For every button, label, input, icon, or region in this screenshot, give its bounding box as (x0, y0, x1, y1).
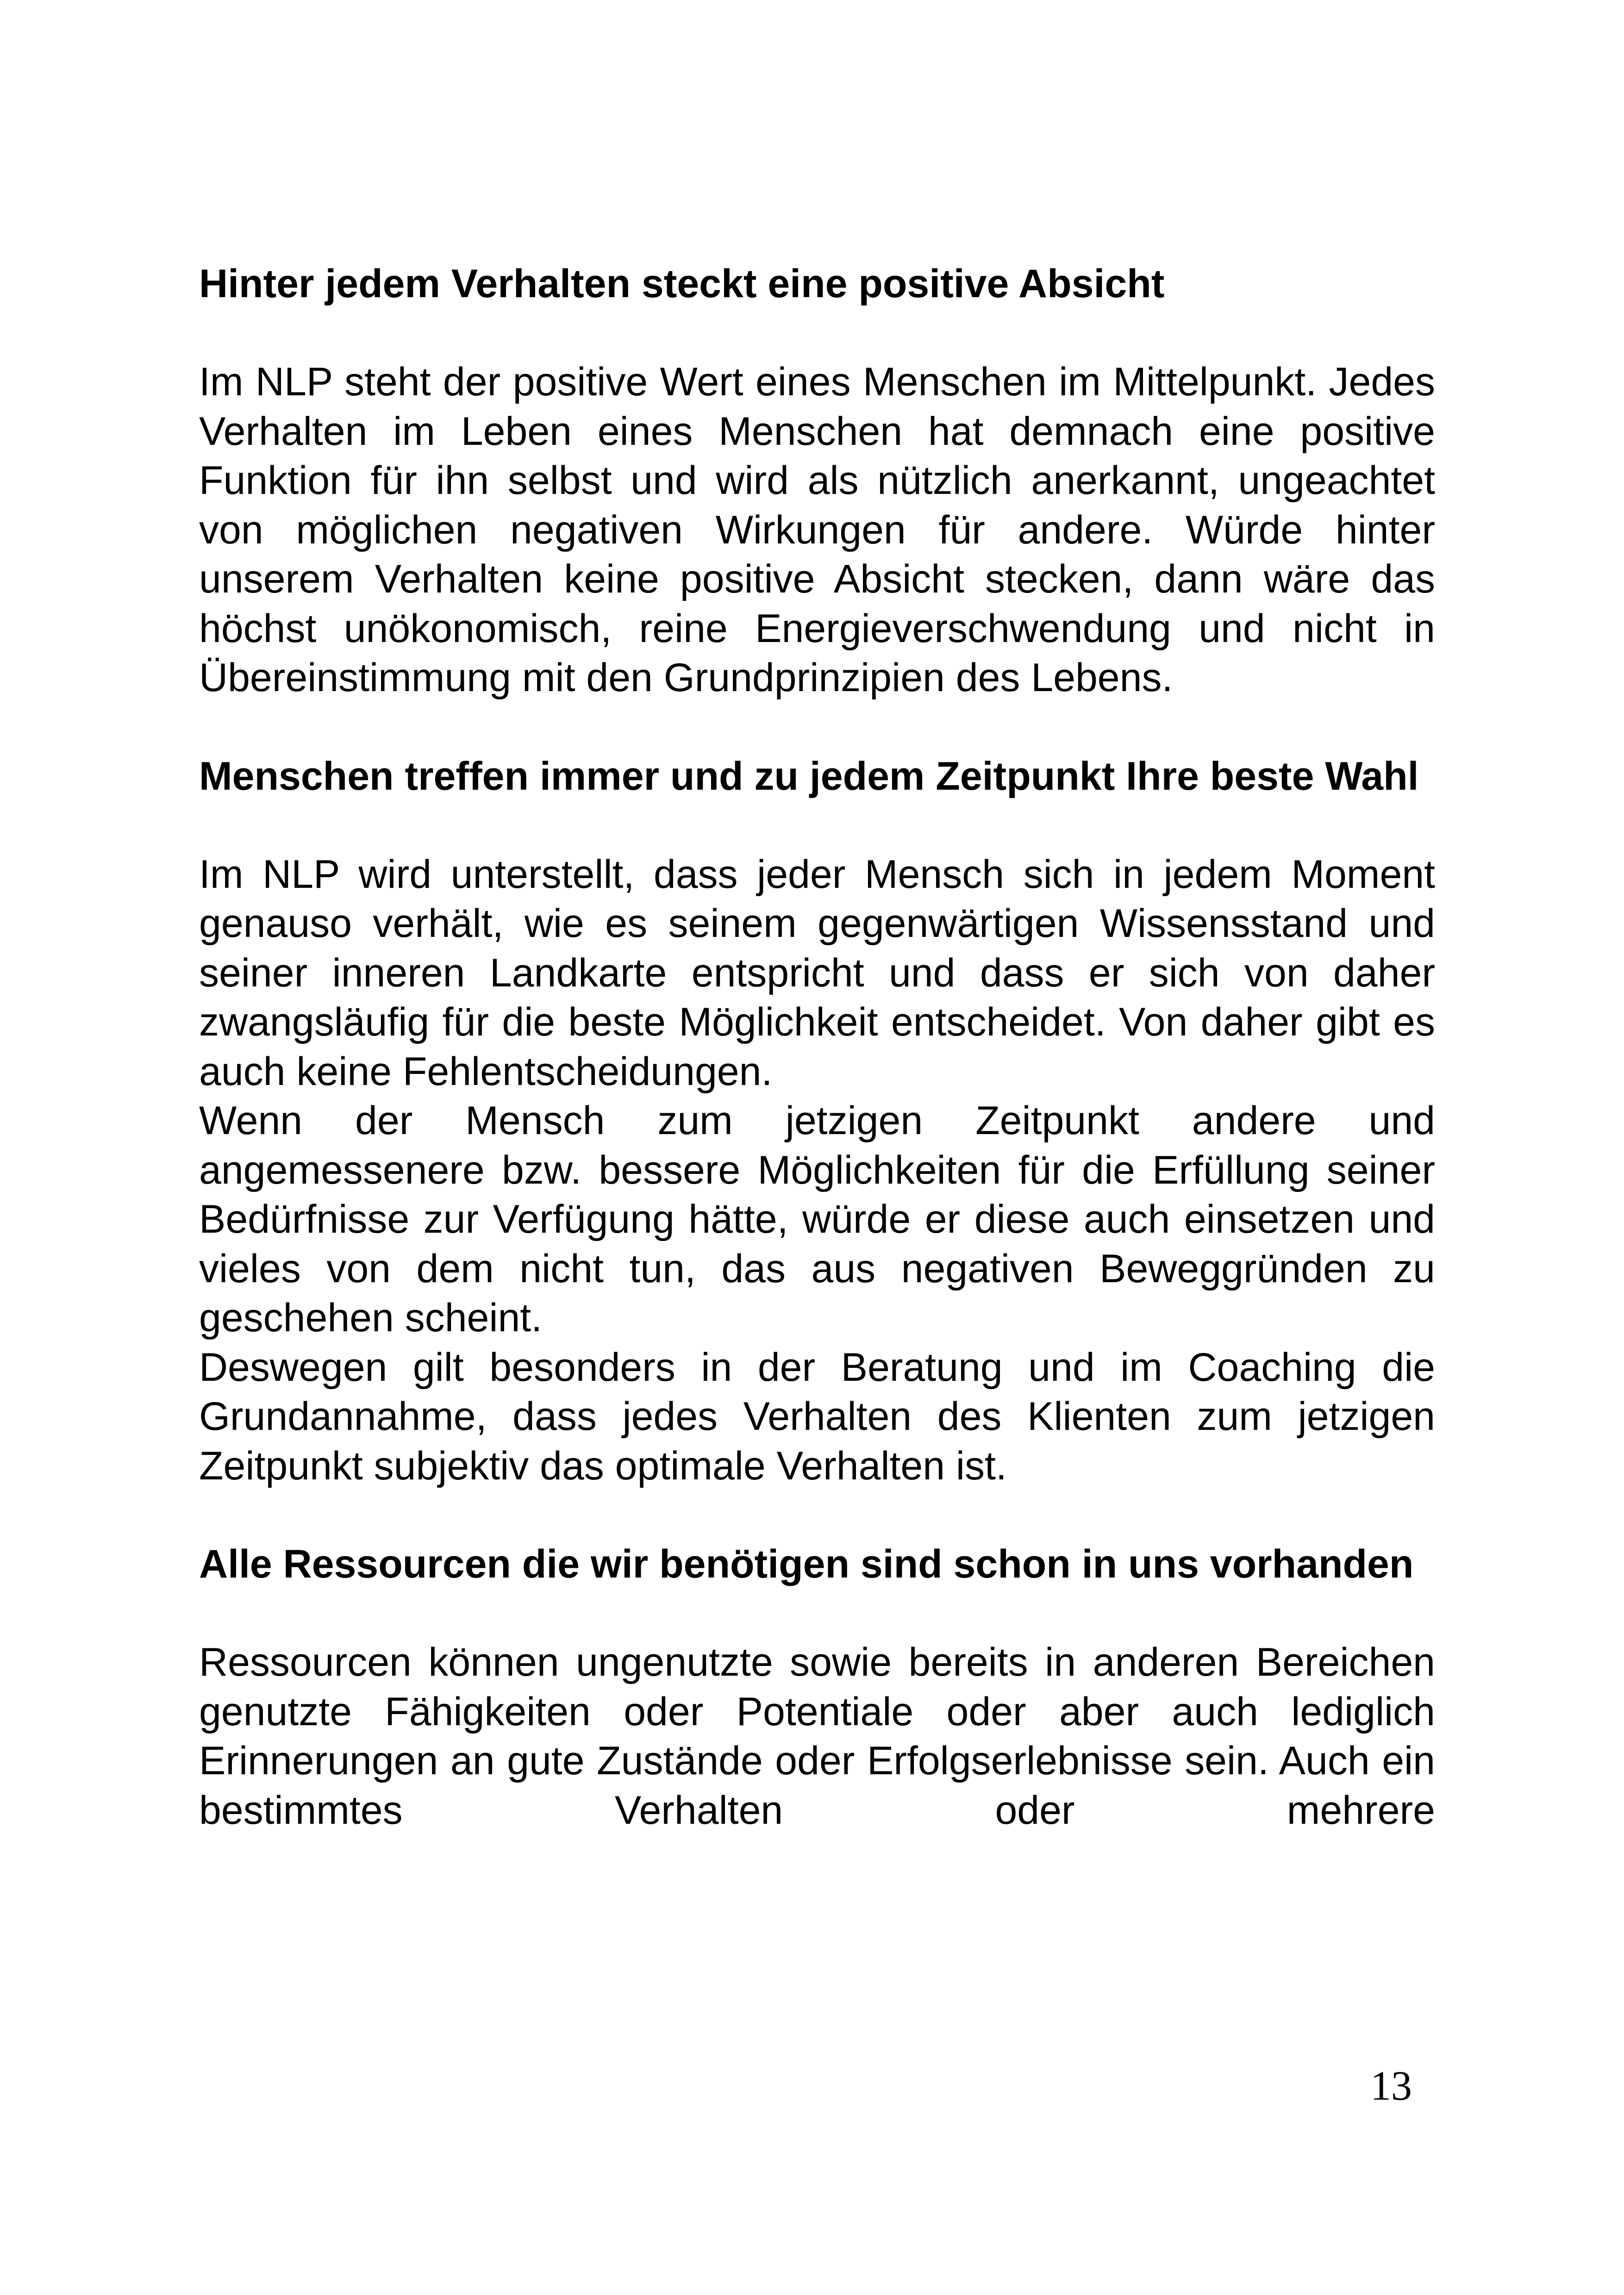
spacer (199, 308, 1435, 357)
section-heading-positive-intent: Hinter jedem Verhalten steckt eine positive Absicht (199, 262, 1165, 306)
page-number: 13 (1370, 2063, 1412, 2109)
page-content (199, 259, 1435, 1835)
spacer (199, 801, 1435, 850)
paragraph: Ressourcen können ungenutzte sowie bereits in anderen Bereichen genutzte Fähigkeiten oder Potentiale oder aber auch lediglich Erinnerungen an gute Zustände oder Erfolgserlebnisse sein. Auch ein bestimmtes Verhalten oder mehrere (199, 1640, 1435, 1833)
paragraph: Deswegen gilt besonders in der Beratung und im Coaching die Grundannahme, dass jedes Verhalten des Klienten zum jetzigen Zeitpunkt subjektiv das optimale Verhalten ist. (199, 1345, 1435, 1488)
section-heading-resources: Alle Ressourcen die wir benötigen sind schon in uns vorhanden (199, 1542, 1414, 1586)
paragraph: Im NLP steht der positive Wert eines Menschen im Mittelpunkt. Jedes Verhalten im Leben eines Menschen hat demnach eine positive Funktion für ihn selbst und wird als nützlich anerkannt, ungeachtet von möglichen negativen Wirkungen für andere. Würde hinter unserem Verhalten keine positive Absicht stecken, dann wäre das höchst unökonomisch, reine Energieverschwendung und nicht in Übereinstimmung mit den Grundprinzipien des Lebens. (199, 360, 1435, 700)
paragraph: Wenn der Mensch zum jetzigen Zeitpunkt andere und angemessenere bzw. bessere Möglichkeiten für die Erfüllung seiner Bedürfnisse zur Verfügung hätte, würde er diese auch einsetzen und vieles von dem nicht tun, das aus negativen Beweggründen zu geschehen scheint. (199, 1098, 1435, 1340)
spacer (199, 1491, 1435, 1540)
section-heading-best-choice: Menschen treffen immer und zu jedem Zeitpunkt Ihre beste Wahl (199, 754, 1419, 798)
spacer (199, 703, 1435, 752)
paragraph: Im NLP wird unterstellt, dass jeder Mensch sich in jedem Moment genauso verhält, wie es seinem gegenwärtigen Wissensstand und seiner inneren Landkarte entspricht und dass er sich von daher zwangsläufig für die beste Möglichkeit entscheidet. Von daher gibt es auch keine Fehlentscheidungen. (199, 852, 1435, 1094)
spacer (199, 1589, 1435, 1638)
